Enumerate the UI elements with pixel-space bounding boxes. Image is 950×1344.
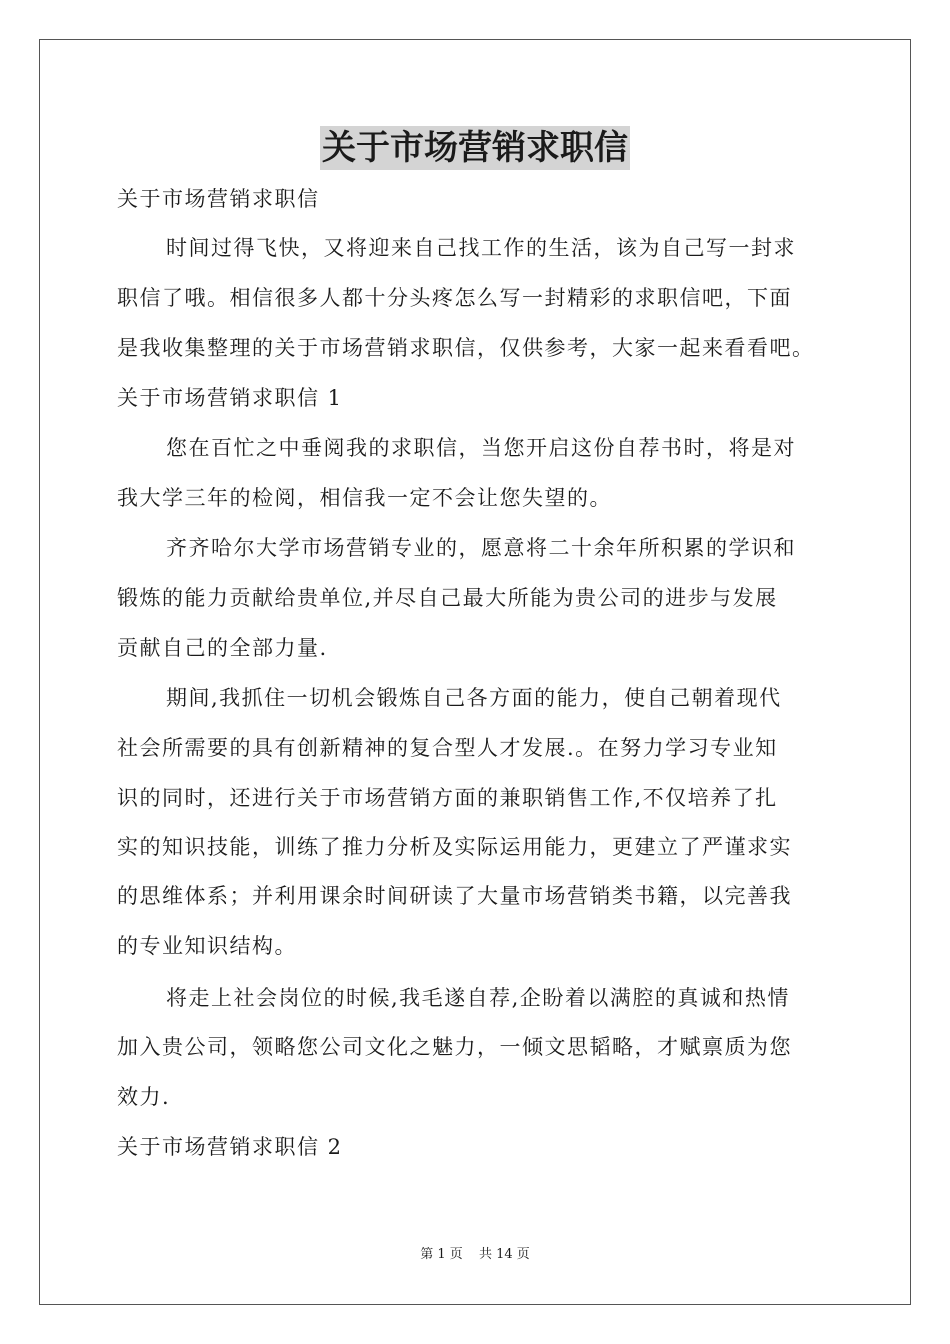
paragraph-line: 加入贵公司，领略您公司文化之魅力，一倾文思韬略，才赋禀质为您 xyxy=(117,1035,792,1059)
title-container xyxy=(0,126,950,170)
section-heading: 关于市场营销求职信 1 xyxy=(117,386,343,410)
paragraph-line: 职信了哦。相信很多人都十分头疼怎么写一封精彩的求职信吧，下面 xyxy=(117,286,792,310)
page-border xyxy=(39,39,911,1305)
paragraph-line: 识的同时，还进行关于市场营销方面的兼职销售工作,不仅培养了扎 xyxy=(117,786,778,810)
document-title: 关于市场营销求职信 xyxy=(322,128,628,168)
paragraph-line: 社会所需要的具有创新精神的复合型人才发展.。在努力学习专业知 xyxy=(117,736,778,760)
paragraph-line: 是我收集整理的关于市场营销求职信，仅供参考，大家一起来看看吧。 xyxy=(117,336,815,360)
paragraph-line: 的专业知识结构。 xyxy=(117,934,297,958)
paragraph-line: 效力. xyxy=(117,1085,171,1109)
paragraph-line: 齐齐哈尔大学市场营销专业的，愿意将二十余年所积累的学识和 xyxy=(166,536,796,560)
paragraph-line: 期间,我抓住一切机会锻炼自己各方面的能力，使自己朝着现代 xyxy=(166,686,782,710)
paragraph-line: 实的知识技能，训练了推力分析及实际运用能力，更建立了严谨求实 xyxy=(117,835,792,859)
section-heading: 关于市场营销求职信 2 xyxy=(117,1135,343,1159)
paragraph-line: 贡献自己的全部力量. xyxy=(117,636,328,660)
page-total: 共 14 页 xyxy=(478,1247,530,1262)
page-number: 第 1 页 xyxy=(420,1247,463,1262)
paragraph-line: 将走上社会岗位的时候,我毛遂自荐,企盼着以满腔的真诚和热情 xyxy=(166,986,790,1010)
page-footer xyxy=(0,1246,950,1264)
subtitle-line: 关于市场营销求职信 xyxy=(117,187,320,211)
paragraph-line: 的思维体系；并利用课余时间研读了大量市场营销类书籍，以完善我 xyxy=(117,884,792,908)
paragraph-line: 锻炼的能力贡献给贵单位,并尽自己最大所能为贵公司的进步与发展 xyxy=(117,586,778,610)
paragraph-line: 时间过得飞快，又将迎来自己找工作的生活，该为自己写一封求 xyxy=(166,236,796,260)
paragraph-line: 我大学三年的检阅，相信我一定不会让您失望的。 xyxy=(117,486,612,510)
paragraph-line: 您在百忙之中垂阅我的求职信，当您开启这份自荐书时，将是对 xyxy=(166,436,796,460)
